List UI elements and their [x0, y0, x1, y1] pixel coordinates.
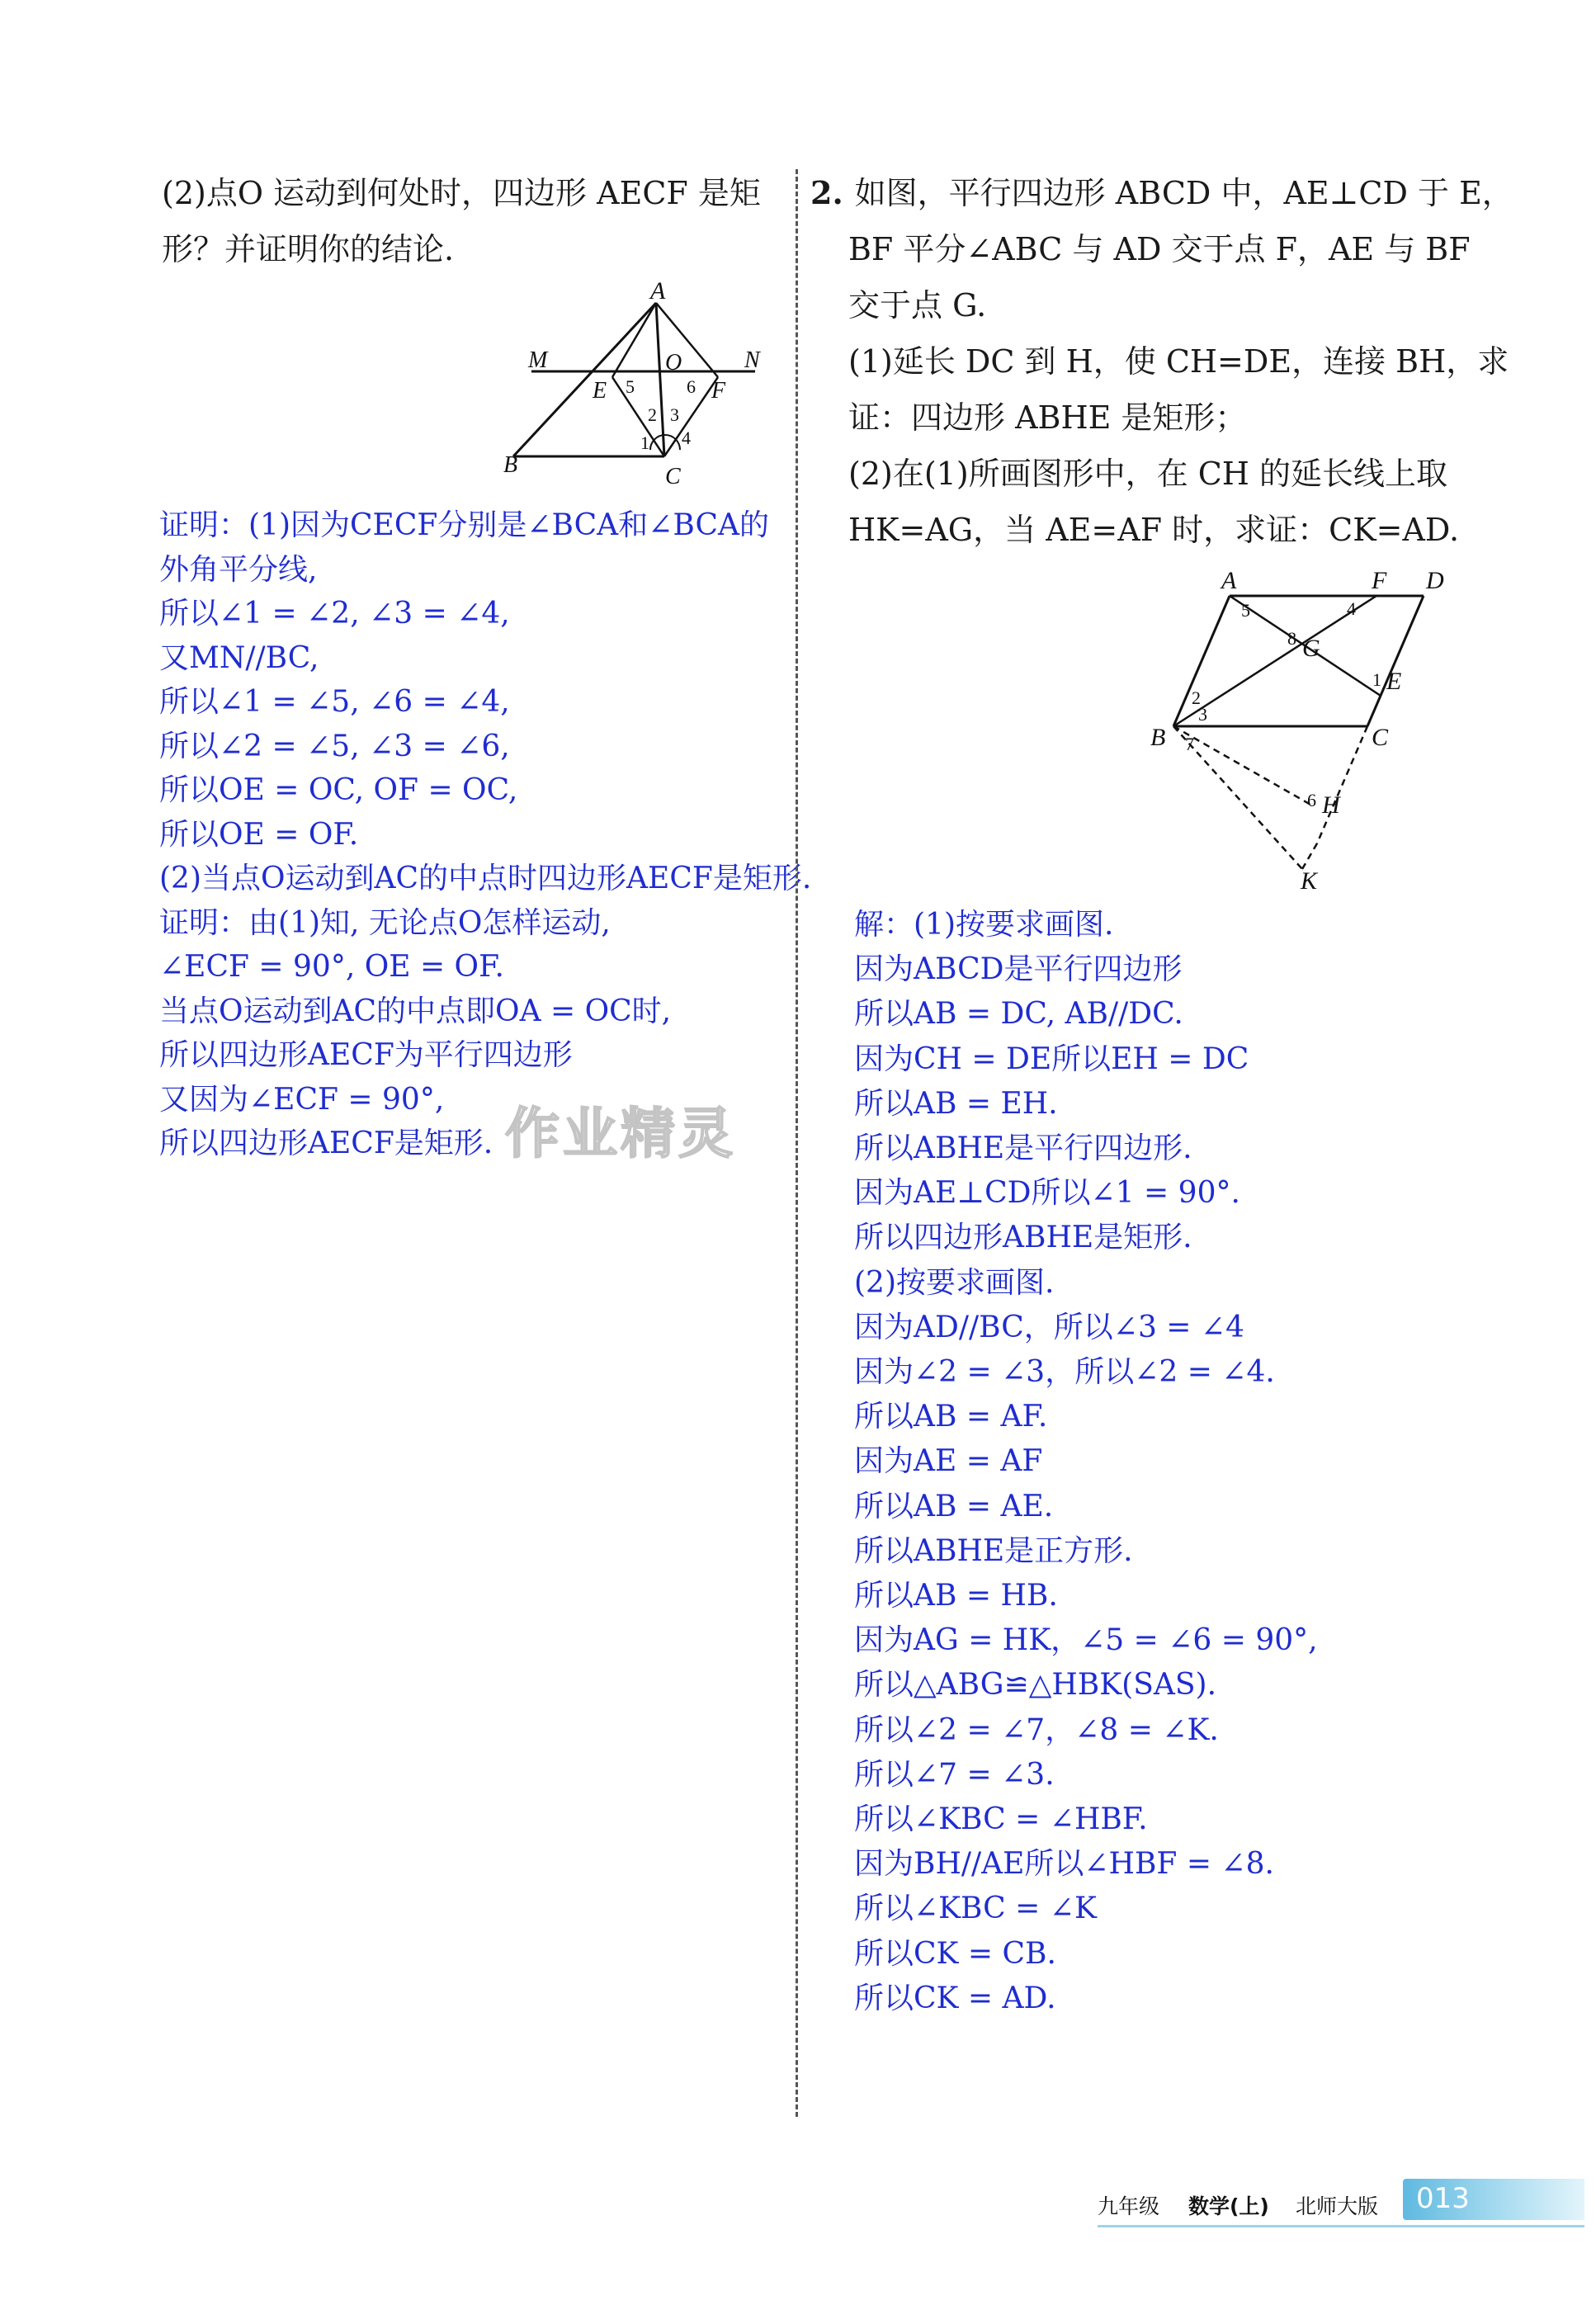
- answer-line: 因为CH = DE所以EH = DC: [854, 1042, 1249, 1076]
- answer-line: 所以四边形AECF为平行四边形: [159, 1038, 573, 1072]
- svg-text:G: G: [1302, 635, 1320, 662]
- answer-line: 又因为∠ECF = 90°,: [159, 1082, 445, 1117]
- watermark: 作业精灵: [505, 1102, 736, 1165]
- answer-line: 因为ABCD是平行四边形: [854, 952, 1183, 987]
- answer-line: 所以∠2 = ∠5, ∠3 = ∠6,: [159, 729, 510, 763]
- column-divider: [796, 169, 798, 2117]
- svg-text:4: 4: [1347, 598, 1356, 619]
- line-ab: [513, 303, 656, 456]
- answer-line: ∠ECF = 90°, OE = OF.: [159, 950, 504, 984]
- question-line: 2. 如图，平行四边形 ABCD 中，AE⊥CD 于 E，: [810, 174, 1513, 211]
- question-line: 形？并证明你的结论.: [162, 231, 455, 267]
- answer-line: 所以OE = OF.: [159, 817, 359, 852]
- question-line: (2)点O 运动到何处时，四边形 AECF 是矩: [162, 175, 761, 211]
- figure-left-triangle: [495, 281, 776, 487]
- svg-text:4: 4: [682, 427, 691, 448]
- answer-line: 所以△ABG≌△HBK(SAS).: [854, 1668, 1217, 1703]
- line-dc: [1367, 596, 1424, 726]
- svg-text:E: E: [593, 378, 607, 404]
- answer-line: 所以AB = AE.: [854, 1489, 1054, 1523]
- answer-line: 外角平分线,: [159, 552, 318, 587]
- svg-text:2: 2: [648, 404, 657, 425]
- question-line: BF 平分∠ABC 与 AD 交于点 F，AE 与 BF: [848, 231, 1471, 267]
- right-answer: [854, 903, 1318, 2021]
- answer-line: 当点O运动到AC的中点即OA = OC时,: [159, 994, 672, 1028]
- question-line: HK=AG，当 AE=AF 时，求证：CK=AD.: [848, 512, 1460, 548]
- footer-subject: 数学(上): [1188, 2194, 1269, 2218]
- footer-grade: 九年级: [1098, 2194, 1160, 2218]
- answer-line: 所以AB = DC, AB//DC.: [854, 997, 1183, 1032]
- answer-line: (2)当点O运动到AC的中点时四边形AECF是矩形.: [159, 862, 812, 895]
- answer-line: 所以∠1 = ∠2, ∠3 = ∠4,: [159, 597, 510, 631]
- answer-line: 所以AB = AF.: [854, 1400, 1048, 1434]
- footer-edition: 北师大版: [1296, 2194, 1379, 2218]
- svg-text:C: C: [665, 464, 681, 487]
- page-number: 013: [1416, 2182, 1470, 2215]
- answer-line: 所以∠KBC = ∠HBF.: [854, 1802, 1148, 1837]
- answer-line: (2)按要求画图.: [854, 1265, 1055, 1300]
- svg-text:7: 7: [1185, 734, 1194, 754]
- answer-line: 所以AB = EH.: [854, 1086, 1058, 1121]
- left-question: [162, 165, 789, 277]
- answer-line: 证明：由(1)知, 无论点O怎样运动,: [159, 905, 611, 940]
- question-number: 2.: [810, 174, 843, 211]
- answer-line: 所以∠KBC = ∠K: [854, 1892, 1097, 1926]
- svg-text:F: F: [1372, 567, 1387, 594]
- answer-line: 所以四边形ABHE是矩形.: [854, 1221, 1192, 1255]
- answer-line: 所以CK = CB.: [854, 1936, 1056, 1971]
- figure-right-parallelogram: [1139, 565, 1469, 895]
- right-question: [810, 165, 1561, 558]
- svg-text:B: B: [1150, 724, 1166, 751]
- svg-text:1: 1: [1372, 669, 1381, 690]
- footer-rule: [1098, 2225, 1584, 2227]
- answer-line: 因为BH//AE所以∠HBF = ∠8.: [854, 1847, 1274, 1882]
- svg-text:M: M: [528, 347, 548, 373]
- svg-text:A: A: [1221, 567, 1237, 594]
- svg-text:5: 5: [1241, 600, 1250, 621]
- svg-text:N: N: [744, 347, 760, 373]
- question-line: (2)在(1)所画图形中，在 CH 的延长线上取: [848, 456, 1448, 492]
- answer-line: 因为AD//BC，所以∠3 = ∠4: [854, 1310, 1244, 1344]
- svg-text:A: A: [650, 281, 666, 305]
- svg-text:6: 6: [687, 376, 696, 397]
- answer-line: 又MN//BC,: [159, 640, 319, 675]
- answer-line: 因为AG = HK，∠5 = ∠6 = 90°,: [854, 1623, 1318, 1658]
- svg-text:E: E: [1386, 668, 1402, 695]
- question-line: (1)延长 DC 到 H，使 CH=DE，连接 BH，求: [848, 343, 1509, 380]
- answer-line: 所以四边形AECF是矩形.: [159, 1127, 493, 1160]
- answer-line: 所以ABHE是正方形.: [854, 1533, 1133, 1568]
- svg-text:5: 5: [626, 376, 635, 397]
- answer-line: 所以∠7 = ∠3.: [854, 1757, 1055, 1792]
- line-ac: [656, 303, 664, 456]
- answer-line: 所以ABHE是平行四边形.: [854, 1131, 1192, 1166]
- answer-line: 所以AB = HB.: [854, 1579, 1058, 1613]
- question-line: 交于点 G.: [848, 287, 987, 324]
- left-answer: [159, 503, 811, 1166]
- svg-text:6: 6: [1307, 790, 1316, 810]
- svg-text:O: O: [665, 350, 682, 376]
- svg-text:B: B: [503, 452, 518, 478]
- svg-text:1: 1: [640, 432, 649, 453]
- answer-line: 因为∠2 = ∠3，所以∠2 = ∠4.: [854, 1355, 1275, 1390]
- answer-line: 所以OE = OC, OF = OC,: [159, 773, 518, 807]
- svg-text:3: 3: [1198, 704, 1207, 725]
- svg-text:H: H: [1322, 791, 1340, 819]
- answer-line: 所以∠2 = ∠7，∠8 = ∠K.: [854, 1712, 1219, 1747]
- svg-text:C: C: [1372, 724, 1389, 751]
- page-footer: [1098, 2177, 1584, 2227]
- answer-line: 所以CK = AD.: [854, 1981, 1056, 2015]
- answer-line: 所以∠1 = ∠5, ∠6 = ∠4,: [159, 685, 510, 719]
- svg-text:D: D: [1426, 567, 1444, 594]
- svg-text:K: K: [1301, 867, 1318, 895]
- answer-line: 解：(1)按要求画图.: [854, 908, 1114, 942]
- answer-line: 证明：(1)因为CECF分别是∠BCA和∠BCA的: [159, 508, 770, 542]
- svg-text:8: 8: [1287, 628, 1296, 649]
- svg-text:F: F: [711, 378, 726, 404]
- page-number-badge: [1403, 2179, 1584, 2220]
- answer-line: 因为AE⊥CD所以∠1 = 90°.: [854, 1176, 1240, 1211]
- question-line: 证：四边形 ABHE 是矩形；: [848, 399, 1247, 436]
- svg-text:2: 2: [1192, 687, 1201, 708]
- svg-text:3: 3: [670, 404, 679, 425]
- answer-line: 因为AE = AF: [854, 1444, 1043, 1479]
